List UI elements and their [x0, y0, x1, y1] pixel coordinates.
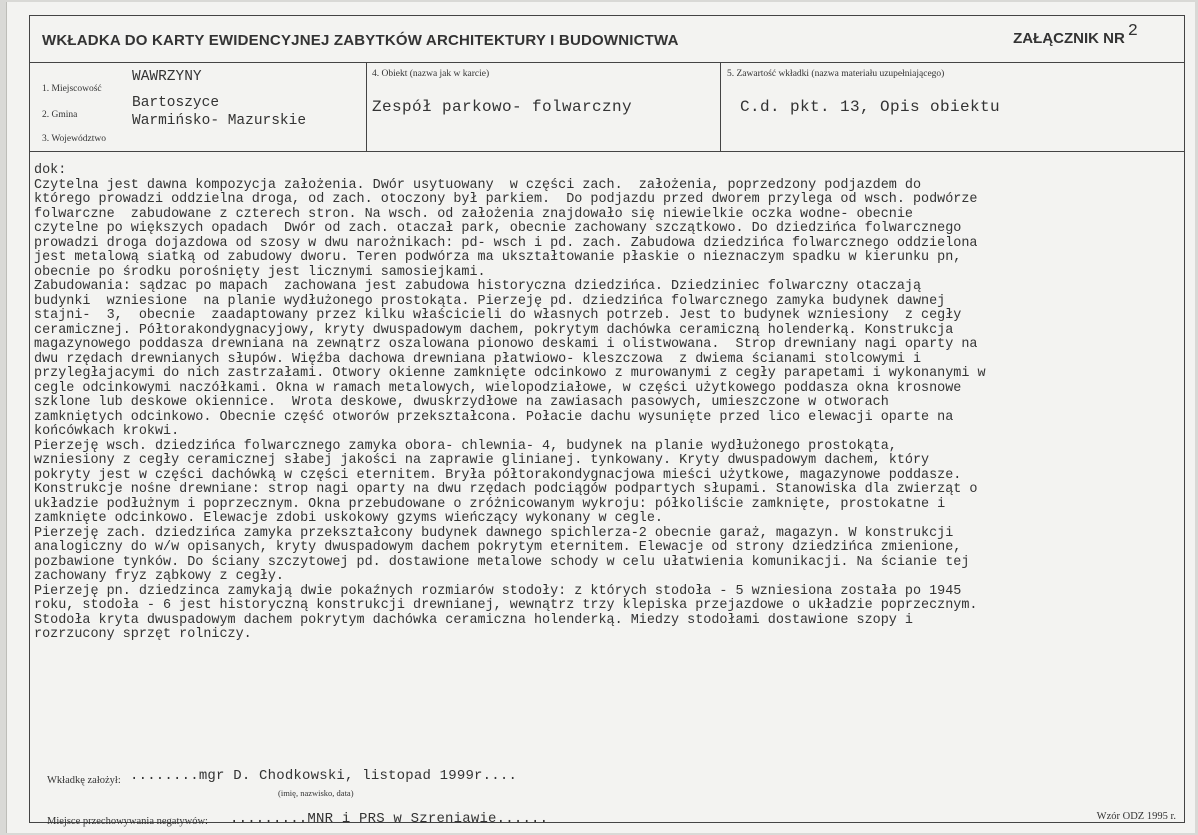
description-line: Pierzeję wsch. dziedzińca folwarcznego zamyka obora- chlewnia- 4, budynek na planie wydłużonego prostokąta, — [34, 438, 897, 454]
description-body — [34, 164, 1179, 643]
description-line: dwu rzędach drewnianych słupów. Więźba dachowa drewniana płatwiowo- kleszczowa z dwiema ścianami stolcowymi i — [34, 351, 922, 367]
description-line: Konstrukcje nośne drewniane: strop nagi oparty na dwu rzędach podciągów podpartych słupami. Stanowiska dla zwierząt o — [34, 482, 978, 497]
description-line: czytelne po większych opadach Dwór od zach. otaczał park, obecnie zachowany szczątkowo. Do dziedzińca folwarcznego — [34, 221, 962, 236]
description-line: rozrzucony sprzęt rolniczy. — [34, 627, 252, 642]
description-line: prowadzi droga dojazdowa od szosy w dwu narożnikach: pd- wsch i pd. zach. Zabudowa dziedzińca folwarcznego oddzielona — [34, 235, 978, 251]
description-line: folwarczne zabudowane z czterech stron. Na wsch. od założenia znajdowało się niewielkie oczka wodne- obecnie — [34, 206, 913, 222]
description-line: układzie podłużnym i poprzecznym. Okna przebudowane o zróżnicowanym wykroju: półkoliście zamknięte, prostokatne i — [34, 496, 946, 512]
annex-number: 2 — [1127, 22, 1138, 41]
description-line: pokryty jest w części dachówką w części eternitem. Bryła półtorakondygnacjowa mieści użytkowe, magazynowe poddasze. — [34, 467, 962, 483]
description-line: pozbawione tynków. Do ściany szczytowej pd. dostawione metalowe schody w celu ułatwienia komunikacji. Na ścianie tej — [34, 554, 970, 570]
description-line: którego prowadzi oddzielna droga, od zach. otoczony był parkiem. Do podjazdu przed dworem przylega od wsch. podwórze — [34, 192, 978, 207]
description-line: cegle odcinkowymi naczółkami. Okna w ramach metalowych, wielopodziałowe, w części użytkowego poddasza okna krosnowe — [34, 380, 962, 396]
description-line: zamkniętych odcinkowo. Obecnie część otworów przekształcona. Połacie dachu wysunięte przed lico elewacji oparte na — [34, 409, 954, 425]
description-line: zachowany fryz ząbkowy z cegły. — [34, 569, 284, 584]
description-line: roku, stodoła - 6 jest historyczną konstrukcji drewnianej, wewnątrz trzy klepiska przejazdowe o układzie poprzecznym. — [34, 598, 978, 613]
value-voivodeship: Warmińsko- Mazurskie — [132, 113, 307, 129]
header-rule — [30, 62, 1184, 63]
value-place: WAWRZYNY — [132, 69, 202, 85]
label-commune: 2. Gmina — [42, 110, 78, 120]
description-line: analogiczny do w/w opisanych, kryty dwuspadowym dachem pokrytym eternitem. Elewacje od strony dziedzińca zmienione, — [34, 540, 962, 555]
description-line: dok: — [34, 163, 67, 178]
description-line: magazynowego poddasza drewniana na zewnątrz oszalowana pionowo deskami i olistwowana. Strop drewniany nagi oparty na — [34, 337, 978, 352]
description-line: Czytelna jest dawna kompozycja założenia. Dwór usytuowany w części zach. założenia, poprzedzony podjazdem do — [34, 177, 922, 193]
description-line: wzniesiony z cegły ceramicznej słabej jakości na zaprawie glinianej. tynkowany. Kryty dwuspadowym dachem, który — [34, 453, 930, 468]
value-contents: C.d. pkt. 13, Opis obiektu — [740, 98, 1001, 116]
form-code: Wzór ODZ 1995 r. — [1096, 811, 1176, 822]
label-place: 1. Miejscowość — [42, 84, 102, 94]
annex-label-text: ZAŁĄCZNIK NR — [1013, 30, 1125, 47]
description-line: zamknięte odcinkowo. Elewacje zdobi uskokowy gzyms wieńczący wykonany w cegle. — [34, 511, 663, 526]
prepared-field: ........mgr D. Chodkowski, listopad 1999r.... — [130, 768, 518, 784]
description-line: przyległajacymi do nich zastrzałami. Otwory okienne zamknięte odcinkowo z murowanymi z cegły parapetami i wykonanymi w — [34, 366, 986, 381]
prepared-label: Wkładkę założył: — [47, 775, 121, 786]
label-object: 4. Obiekt (nazwa jak w karcie) — [372, 69, 490, 79]
label-voivodeship: 3. Województwo — [42, 134, 106, 144]
description-line: budynki wzniesione na planie wydłużonego prostokąta. Pierzeję pd. dziedzińca folwarcznego zamyka budynek dawnej — [34, 293, 946, 309]
description-line: Zabudowania: sądzac po mapach zachowana jest zabudowa historyczna dziedzińca. Dziedziniec folwarczny otaczają — [34, 279, 922, 294]
negatives-field: .........MNR i PRS w Szreniawie...... — [230, 811, 549, 827]
description-line: stajni- 3, obecnie zaadaptowany przez kilku właścicieli do własnych potrzeb. Jest to budynek wzniesiony z cegły — [34, 308, 962, 323]
negatives-value: MNR i PRS w Szreniawie — [307, 811, 497, 827]
description-line: Pierzeję zach. dziedzińca zamyka przekształcony budynek dawnego spichlerza-2 obecnie garaż, magazyn. W konstrukcji — [34, 525, 954, 541]
column-divider-1 — [366, 62, 367, 151]
description-line: ceramicznej. Półtorakondygnacyjowy, kryty dwuspadowym dachem, pokrytym dachówka ceramiczną holenderką. Konstrukcja — [34, 322, 954, 338]
description-line: Pierzeję pn. dziedzinca zamykają dwie pokaźnych rozmiarów stodoły: z których stodoła - 5 wzniesiona została po 1945 — [34, 583, 962, 599]
description-line: końcówkach krokwi. — [34, 424, 180, 439]
annex-label — [1013, 22, 1138, 49]
description-line: jest metalową siatką od zabudowy dworu. Teren podwórza ma ukształtowanie płaskie o nieznaczym spadku w kierunku pn, — [34, 250, 962, 265]
description-line: Stodoła kryta dwuspadowym dachem pokrytym dachówka ceramiczna holenderką. Miedzy stodołami dostawione szopy i — [34, 612, 913, 628]
label-contents: 5. Zawartość wkładki (nazwa materiału uzupełniającego) — [727, 69, 945, 79]
column-divider-2 — [720, 62, 721, 151]
form-sheet — [6, 2, 1195, 833]
form-frame — [29, 15, 1185, 827]
section-rule — [30, 151, 1184, 152]
description-line: szklone lub deskowe okiennice. Wrota deskowe, dwuskrzydłowe na zawiasach pasowych, umieszczone w otworach — [34, 395, 889, 410]
value-object: Zespół parkowo- folwarczny — [372, 98, 633, 116]
form-title: WKŁADKA DO KARTY EWIDENCYJNEJ ZABYTKÓW ARCHITEKTURY I BUDOWNICTWA — [42, 32, 679, 49]
prepared-value: mgr D. Chodkowski, listopad 1999r — [198, 768, 483, 784]
value-commune: Bartoszyce — [132, 95, 220, 111]
negatives-label: Miejsce przechowywania negatywów: — [47, 816, 208, 827]
description-line: obecnie po środku porośnięty jest licznymi samosiejkami. — [34, 264, 486, 280]
prepared-hint: (imię, nazwisko, data) — [278, 788, 354, 798]
